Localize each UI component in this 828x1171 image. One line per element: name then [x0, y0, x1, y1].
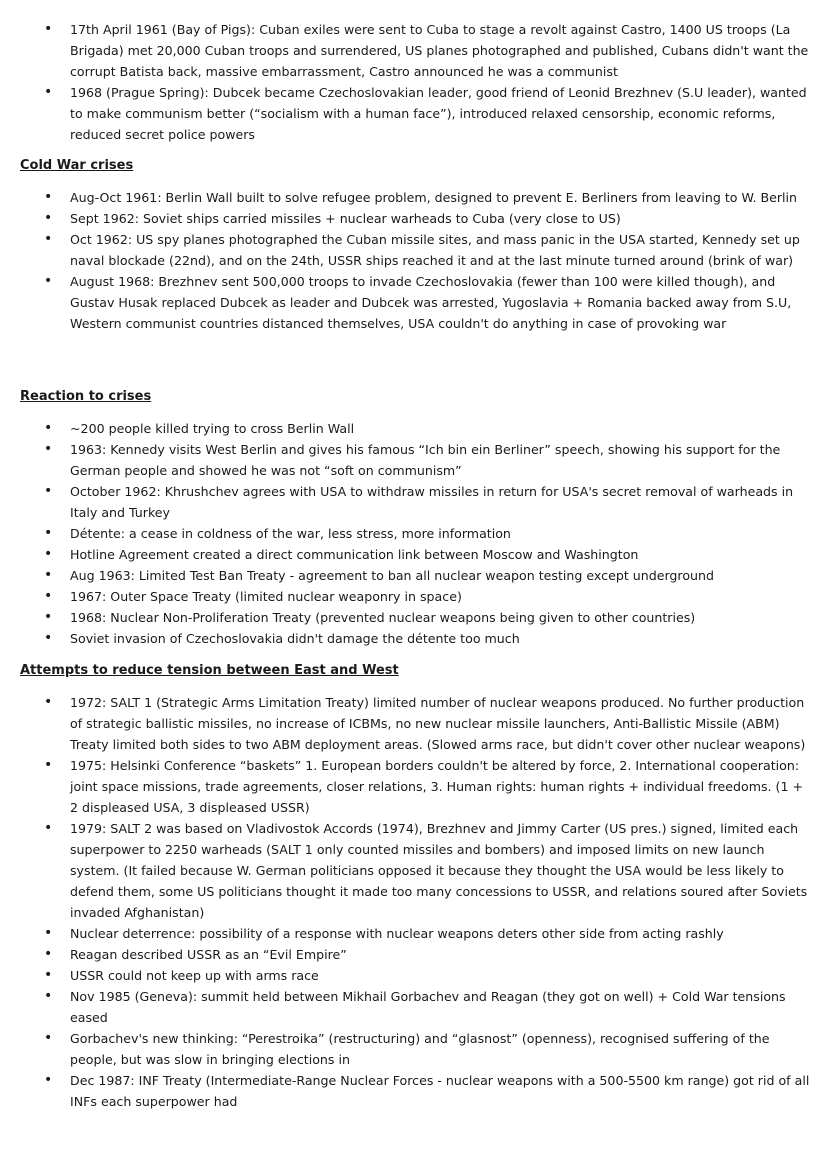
- list-item: • 1963: Kennedy visits West Berlin and gives his famous “Ich bin ein Berliner” speech, showing his support for the German people and showed he was not “soft on communism”: [0, 439, 828, 481]
- bay-of-pigs-list: [0, 19, 828, 145]
- list-item: • Gorbachev's new thinking: “Perestroika” (restructuring) and “glasnost” (openness), recognised suffering of the people, but was slow in bringing elections in: [0, 1028, 828, 1070]
- list-item: • Oct 1962: US spy planes photographed the Cuban missile sites, and mass panic in the USA started, Kennedy set up naval blockade (22nd), and on the 24th, USSR ships reached it and at the last minute turned around (brink of war): [0, 229, 828, 271]
- list-item: • 1968 (Prague Spring): Dubcek became Czechoslovakian leader, good friend of Leonid Brezhnev (S.U leader), wanted to make communism better (“socialism with a human face”), introduced relaxed censorship, economic reforms, reduced secret police powers: [0, 82, 828, 145]
- list-item: • 1972: SALT 1 (Strategic Arms Limitation Treaty) limited number of nuclear weapons produced. No further production of strategic ballistic missiles, no increase of ICBMs, no new nuclear missile launchers, Anti-Ballistic Missile (ABM) Treaty limited both sides to two ABM deployment areas. (Slowed arms race, but didn't cover other nuclear weapons): [0, 692, 828, 755]
- list-item: • Nov 1985 (Geneva): summit held between Mikhail Gorbachev and Reagan (they got on well) + Cold War tensions eased: [0, 986, 828, 1028]
- section-title-cold-war-crises: Cold War crises: [20, 158, 134, 173]
- list-item: • 1975: Helsinki Conference “baskets” 1. European borders couldn't be altered by force, 2. International cooperation: joint space missions, trade agreements, closer relations, 3. Human rights: human rights + individual freedoms. (1 + 2 displeased USA, 3 displeased USSR): [0, 755, 828, 818]
- list-item: • Hotline Agreement created a direct communication link between Moscow and Washington: [0, 544, 828, 565]
- list-item: • Sept 1962: Soviet ships carried missiles + nuclear warheads to Cuba (very close to US): [0, 208, 828, 229]
- list-item: • Soviet invasion of Czechoslovakia didn't damage the détente too much: [0, 628, 828, 649]
- list-item: • 1967: Outer Space Treaty (limited nuclear weaponry in space): [0, 586, 828, 607]
- list-item: • Aug-Oct 1961: Berlin Wall built to solve refugee problem, designed to prevent E. Berliners from leaving to W. Berlin: [0, 187, 828, 208]
- list-item: • Aug 1963: Limited Test Ban Treaty - agreement to ban all nuclear weapon testing except underground: [0, 565, 828, 586]
- list-item: • 1968: Nuclear Non-Proliferation Treaty (prevented nuclear weapons being given to other countries): [0, 607, 828, 628]
- list-item: • Nuclear deterrence: possibility of a response with nuclear weapons deters other side from acting rashly: [0, 923, 828, 944]
- reduce-tension-list: [0, 692, 828, 1112]
- list-item: • August 1968: Brezhnev sent 500,000 troops to invade Czechoslovakia (fewer than 100 were killed though), and Gustav Husak replaced Dubcek as leader and Dubcek was arrested, Yugoslavia + Romania backed away from S.U, Western communist countries distanced themselves, USA couldn't do anything in case of provoking war: [0, 271, 828, 334]
- list-item: • USSR could not keep up with arms race: [0, 965, 828, 986]
- list-item: • October 1962: Khrushchev agrees with USA to withdraw missiles in return for USA's secret removal of warheads in Italy and Turkey: [0, 481, 828, 523]
- section-title-reduce-tension: Attempts to reduce tension between East and West: [20, 663, 399, 678]
- reaction-to-crises-list: [0, 418, 828, 649]
- list-item: • Dec 1987: INF Treaty (Intermediate-Range Nuclear Forces - nuclear weapons with a 500-5500 km range) got rid of all INFs each superpower had: [0, 1070, 828, 1112]
- cold-war-crises-list: [0, 187, 828, 334]
- list-item: • Détente: a cease in coldness of the war, less stress, more information: [0, 523, 828, 544]
- list-item: • 17th April 1961 (Bay of Pigs): Cuban exiles were sent to Cuba to stage a revolt against Castro, 1400 US troops (La Brigada) met 20,000 Cuban troops and surrendered, US planes photographed and published, Cubans didn't want the corrupt Batista back, massive embarrassment, Castro announced he was a communist: [0, 19, 828, 82]
- list-item: • 1979: SALT 2 was based on Vladivostok Accords (1974), Brezhnev and Jimmy Carter (US pres.) signed, limited each superpower to 2250 warheads (SALT 1 only counted missiles and bombers) and imposed limits on new launch system. (It failed because W. German politicians opposed it because they thought the USA would be less likely to defend them, some US politicians thought it made too many concessions to USSR, and relations soured after Soviets invaded Afghanistan): [0, 818, 828, 923]
- list-item: • Reagan described USSR as an “Evil Empire”: [0, 944, 828, 965]
- list-item: • ~200 people killed trying to cross Berlin Wall: [0, 418, 828, 439]
- section-title-reaction-to-crises: Reaction to crises: [20, 389, 152, 404]
